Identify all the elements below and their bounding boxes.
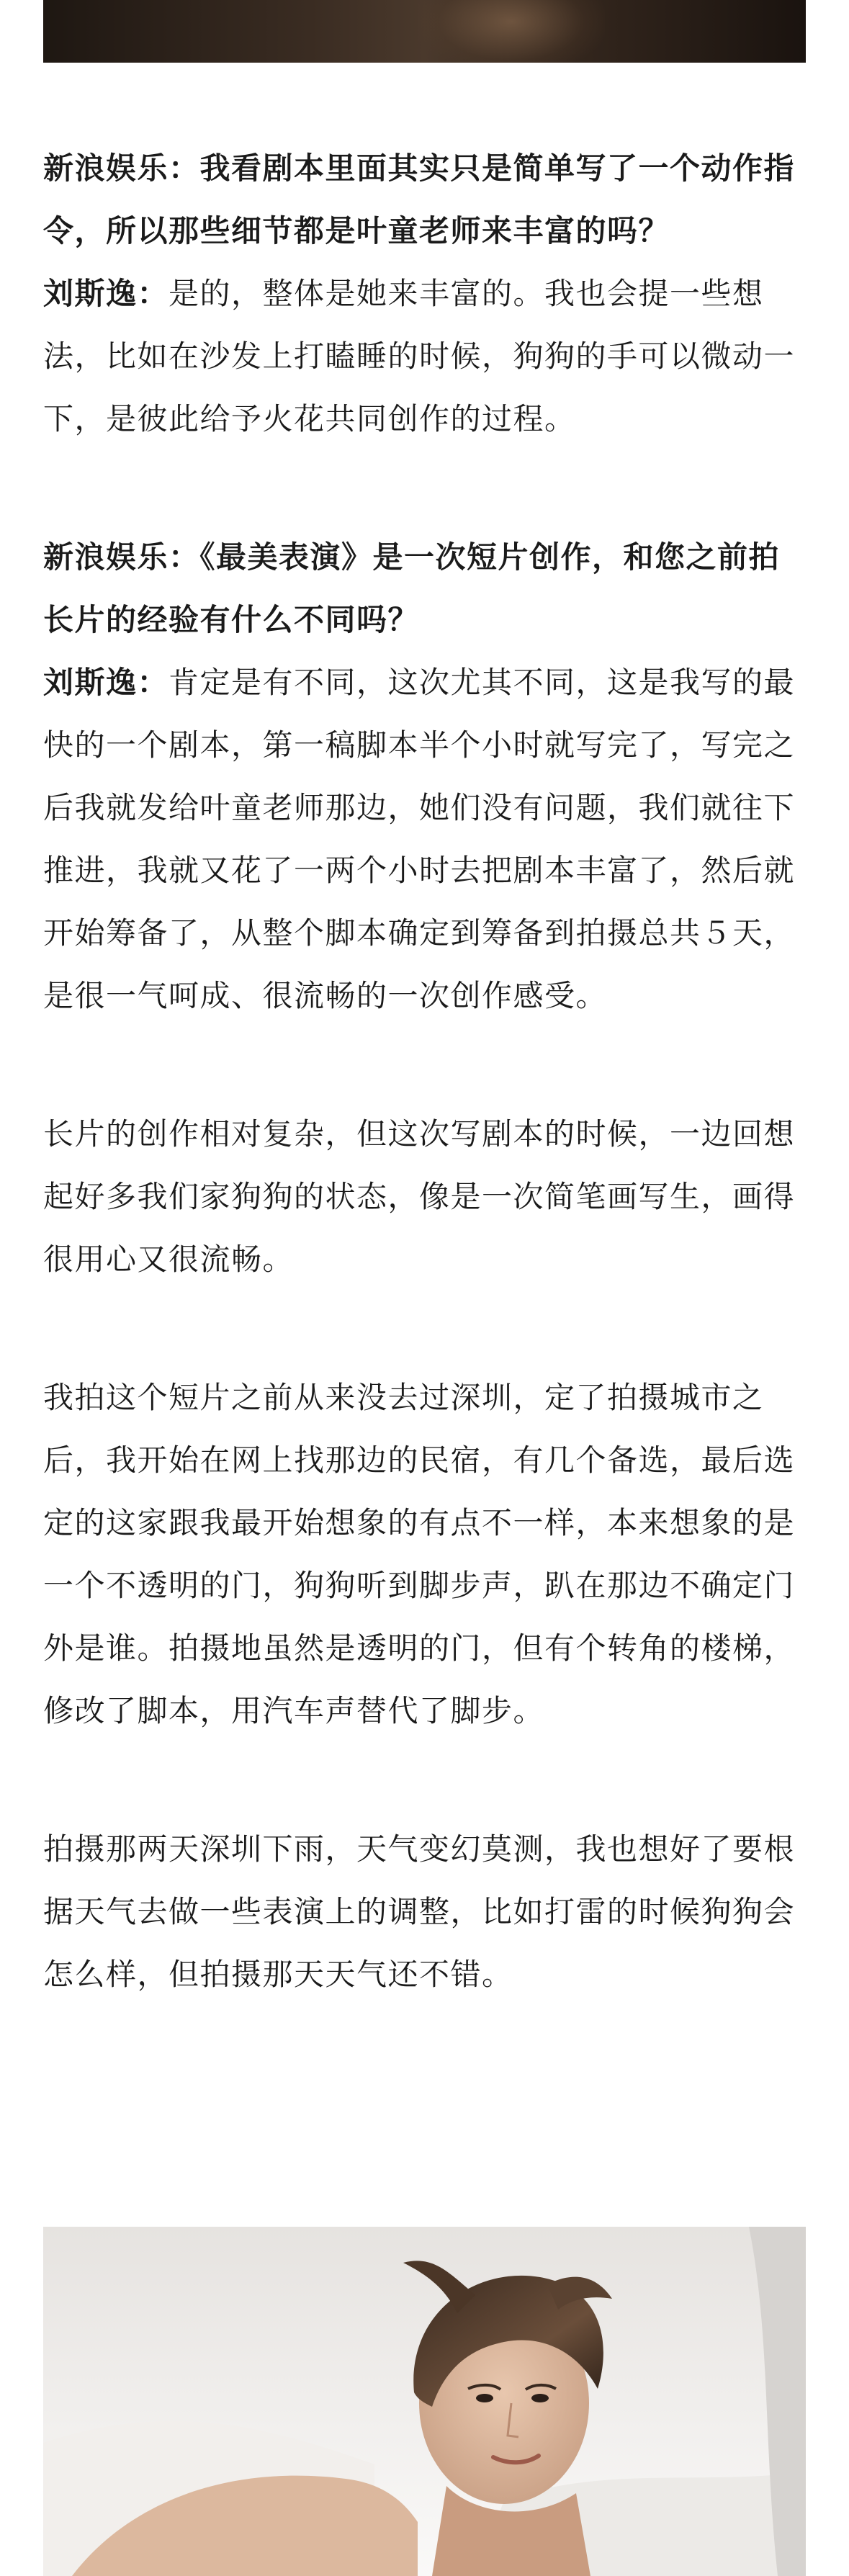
question-paragraph — [43, 526, 810, 651]
body-paragraph: 拍摄那两天深圳下雨，天气变幻莫测，我也想好了要根据天气去做一些表演上的调整，比如打雷的时候狗狗会怎么样，但拍摄那天天气还不错。 — [43, 1831, 796, 1992]
body-paragraph: 我拍这个短片之前从来没去过深圳，定了拍摄城市之后，我开始在网上找那边的民宿，有几个备选，最后选定的这家跟我最开始想象的有点不一样，本来想象的是一个不透明的门，狗狗听到脚步声，趴在那边不确定门外是谁。拍摄地虽然是透明的门，但有个转角的楼梯，修改了脚本，用汽车声替代了脚步。 — [43, 1380, 796, 1728]
portrait-illustration — [43, 2227, 806, 2576]
answer-speaker-label: 刘斯逸： — [43, 665, 169, 700]
qa-block-2 — [43, 526, 810, 1027]
top-photo-highlight — [418, 0, 605, 63]
question-text: 《最美表演》是一次短片创作，和您之前拍长片的经验有什么不同吗？ — [43, 539, 781, 637]
answer-speaker-label: 刘斯逸： — [43, 276, 169, 311]
question-speaker-label: 新浪娱乐： — [43, 539, 200, 575]
question-speaker-label: 新浪娱乐： — [43, 151, 200, 186]
answer-paragraph — [43, 651, 810, 1027]
article-body — [43, 137, 810, 2006]
bottom-photo — [43, 2227, 806, 2576]
answer-paragraph — [43, 262, 810, 450]
question-paragraph — [43, 137, 810, 262]
top-photo — [43, 0, 806, 63]
qa-block-1 — [43, 137, 810, 450]
answer-text: 肯定是有不同，这次尤其不同，这是我写的最快的一个剧本，第一稿脚本半个小时就写完了，写完之后我就发给叶童老师那边，她们没有问题，我们就往下推进，我就又花了一两个小时去把剧本丰富了，然后就开始筹备了，从整个脚本确定到筹备到拍摄总共５天，是很一气呵成、很流畅的一次创作感受。 — [43, 665, 796, 1013]
body-paragraph: 长片的创作相对复杂，但这次写剧本的时候，一边回想起好多我们家狗狗的状态，像是一次简笔画写生，画得很用心又很流畅。 — [43, 1116, 796, 1277]
answer-text: 是的，整体是她来丰富的。我也会提一些想法，比如在沙发上打瞌睡的时候，狗狗的手可以微动一下，是彼此给予火花共同创作的过程。 — [43, 276, 796, 436]
question-text: 我看剧本里面其实只是简单写了一个动作指令，所以那些细节都是叶童老师来丰富的吗？ — [43, 151, 796, 248]
